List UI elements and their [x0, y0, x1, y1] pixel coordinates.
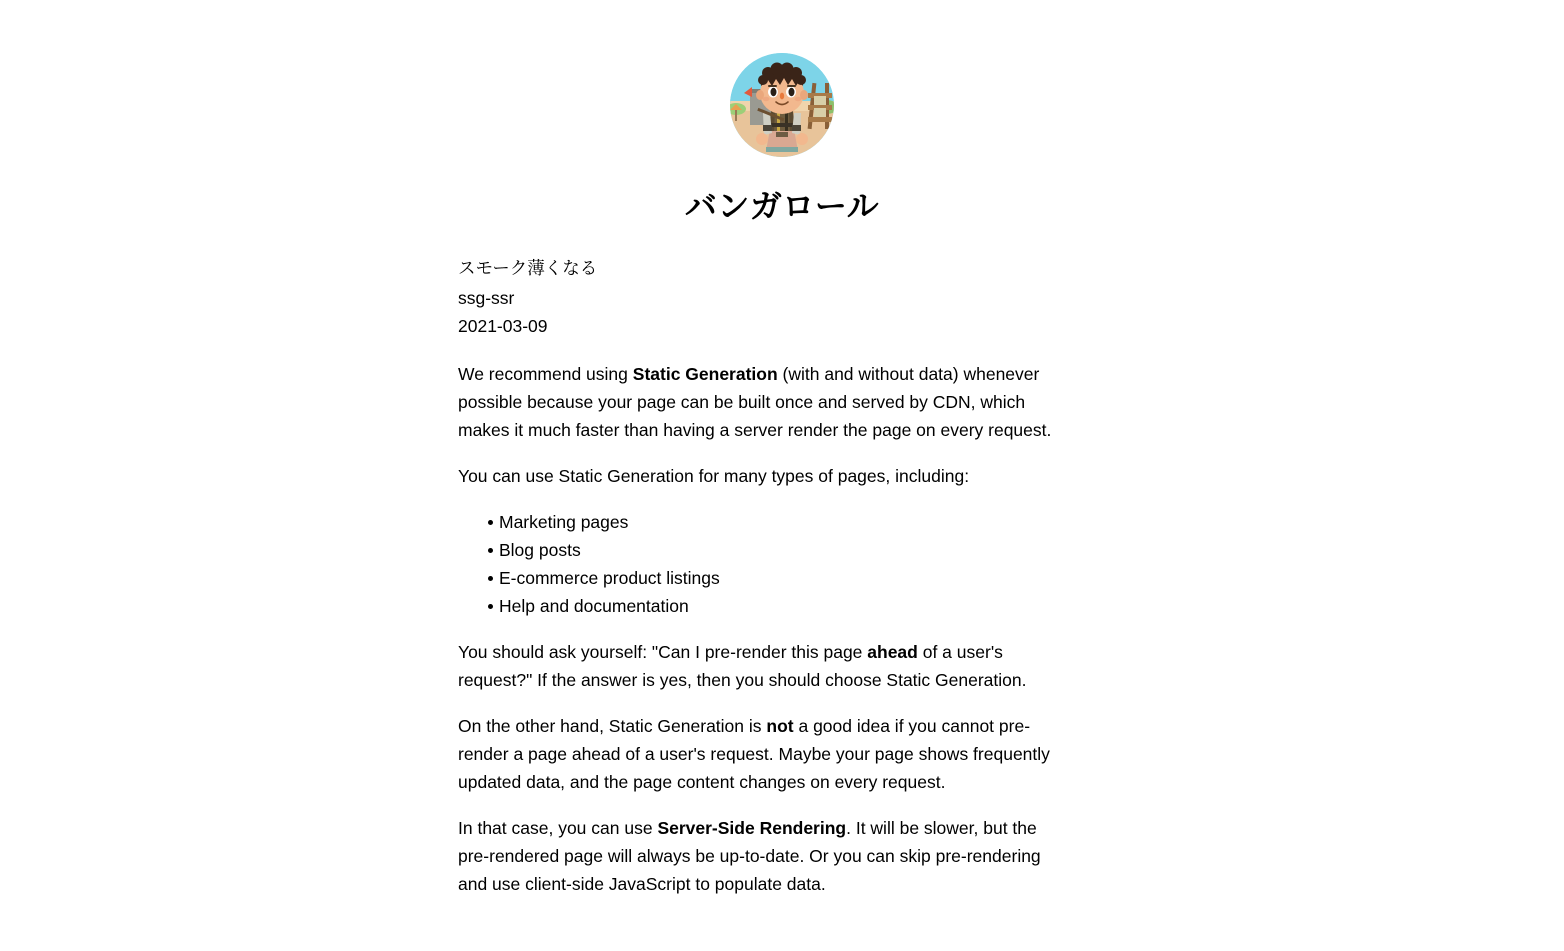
- paragraph-1: [458, 360, 1066, 444]
- paragraph-2: You can use Static Generation for many types of pages, including:: [458, 465, 970, 486]
- paragraph-5: [458, 814, 1066, 898]
- p5-text-a: In that case, you can use: [458, 817, 658, 838]
- use-cases-list: [458, 508, 1066, 620]
- page-title: バンガロール: [684, 187, 880, 225]
- list-item: E-commerce product listings: [499, 564, 1066, 592]
- post-meta: [458, 255, 1066, 341]
- list-item: Blog posts: [499, 536, 1066, 564]
- article-body: [458, 225, 1066, 898]
- p3-text-b: of a user's request?" If the answer is yes, then you should choose Static Generation.: [458, 641, 1027, 690]
- avatar: [730, 53, 834, 157]
- post-date: 2021-03-09: [458, 316, 548, 337]
- p3-bold-ahead: ahead: [867, 641, 918, 662]
- p1-text-b: (with and without data) whenever possible because your page can be built once and served by CDN, which makes it much faster than having a server render the page on every request.: [458, 363, 1052, 440]
- p1-text-a: We recommend using: [458, 363, 633, 384]
- post-excerpt: スモーク薄くなる: [458, 259, 598, 280]
- p3-text-a: You should ask yourself: "Can I pre-render this page: [458, 641, 868, 662]
- p5-text-b: . It will be slower, but the pre-rendered page will always be up-to-date. Or you can skip pre-rendering and use client-side JavaScript to populate data.: [458, 817, 1041, 894]
- post-slug: ssg-ssr: [458, 287, 515, 308]
- avatar-illustration-icon: [730, 53, 834, 157]
- p4-bold-not: not: [766, 715, 794, 736]
- p5-bold-server-side-rendering: Server-Side Rendering: [657, 817, 847, 838]
- paragraph-3: [458, 638, 1066, 694]
- avatar-container: [0, 0, 1564, 157]
- paragraph-4: [458, 712, 1066, 796]
- p4-text-a: On the other hand, Static Generation is: [458, 715, 767, 736]
- list-item: Marketing pages: [499, 508, 1066, 536]
- list-item: Help and documentation: [499, 592, 1066, 620]
- p4-text-b: a good idea if you cannot pre-render a page ahead of a user's request. Maybe your page shows frequently updated data, and the page content changes on every request.: [458, 715, 1050, 792]
- p1-bold-static-generation: Static Generation: [632, 363, 778, 384]
